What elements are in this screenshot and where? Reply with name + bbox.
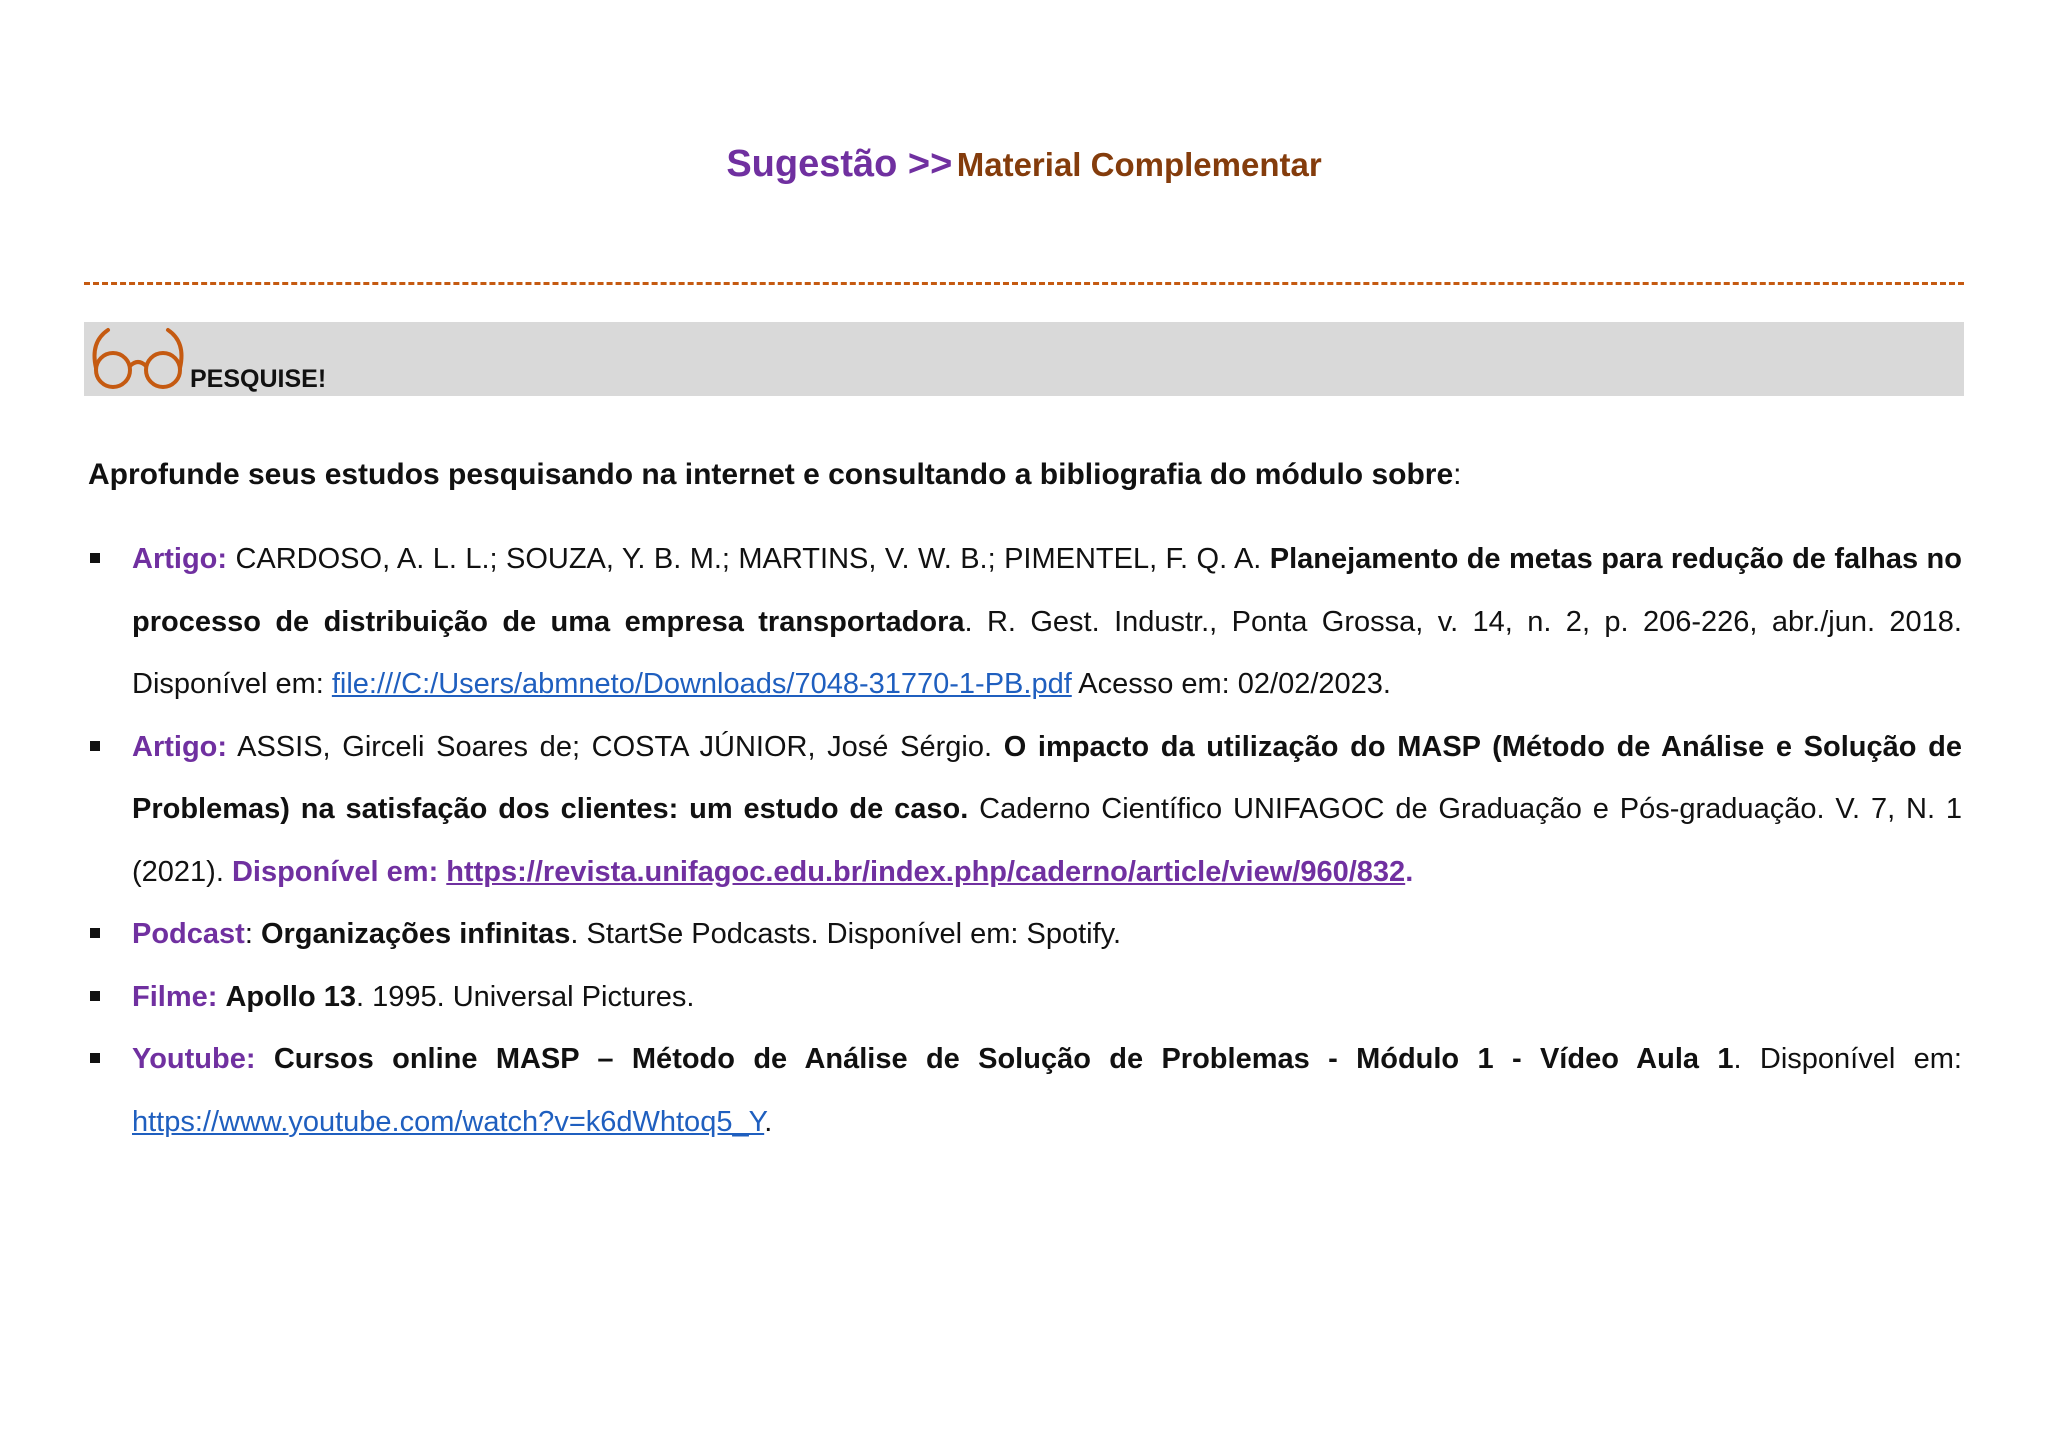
reference-type: Artigo: (132, 730, 228, 763)
bullet-icon (90, 741, 100, 751)
reference-type: Artigo: (132, 543, 228, 575)
intro-text (88, 458, 1461, 492)
list-item (88, 528, 1962, 716)
reference-list (88, 528, 1962, 1153)
dashed-divider (84, 282, 1964, 285)
reference-end: . (1405, 855, 1414, 888)
reference-title: Apollo 13 (225, 980, 356, 1013)
reference-type: Filme: (132, 980, 218, 1013)
bullet-icon (90, 991, 100, 1001)
reference-type: Podcast (132, 918, 245, 950)
reference-type: Youtube: (132, 1043, 256, 1075)
list-item (88, 1028, 1962, 1153)
reference-end: . (764, 1105, 773, 1138)
reference-details: Caderno Científico UNIFAGOC de Graduação e Pós-graduação. V. 7, N. 1 (2021). (132, 793, 1962, 888)
glasses-icon (86, 320, 194, 392)
title-complementary-material: Material Complementar (956, 146, 1322, 183)
reference-title: Cursos online MASP – Método de Análise de Solução de Problemas - Módulo 1 - Vídeo Aula 1 (273, 1043, 1734, 1075)
bullet-icon (90, 553, 100, 563)
intro-sentence: Aprofunde seus estudos pesquisando na internet e consultando a bibliografia do módulo sobre (88, 458, 1454, 491)
reference-authors: ASSIS, Girceli Soares de; COSTA JÚNIOR, José Sérgio. (227, 730, 1004, 763)
reference-sep: : (244, 918, 261, 950)
reference-available-label: Disponível em: (231, 855, 447, 888)
list-item (88, 903, 1962, 966)
reference-sep (256, 1043, 274, 1075)
reference-access: Acesso em: 02/02/2023. (1071, 668, 1391, 700)
bullet-icon (90, 1053, 100, 1063)
reference-details: . R. Gest. Industr., Ponta Grossa, v. 14, n. 2, p. 206-226, abr./jun. 2018. Disponível em: (132, 605, 1962, 700)
reference-title: Planejamento de metas para redução de falhas no processo de distribuição de uma empresa transportadora (132, 543, 1962, 638)
research-label: PESQUISE! (190, 365, 327, 393)
page-title (0, 143, 2048, 186)
reference-link[interactable]: https://revista.unifagoc.edu.br/index.php/caderno/article/view/960/832 (446, 855, 1406, 888)
reference-details: . 1995. Universal Pictures. (355, 980, 695, 1013)
reference-title: O impacto da utilização do MASP (Método de Análise e Solução de Problemas) na satisfação dos clientes: um estudo de caso. (132, 730, 1963, 825)
intro-colon: : (1453, 458, 1462, 491)
reference-link[interactable]: file:///C:/Users/abmneto/Downloads/7048-31770-1-PB.pdf (331, 668, 1072, 700)
reference-authors: CARDOSO, A. L. L.; SOUZA, Y. B. M.; MARTINS, V. W. B.; PIMENTEL, F. Q. A. (227, 543, 1270, 575)
reference-title: Organizações infinitas (260, 918, 571, 950)
research-banner (84, 322, 1964, 396)
list-item (88, 716, 1962, 904)
title-suggestion: Sugestão >> (726, 143, 953, 185)
reference-link[interactable]: https://www.youtube.com/watch?v=k6dWhtoq5_Y (132, 1105, 765, 1138)
reference-details: . StartSe Podcasts. Disponível em: Spotify. (570, 918, 1122, 950)
reference-details: . Disponível em: (1733, 1043, 1962, 1075)
bullet-icon (90, 928, 100, 938)
list-item (88, 966, 1962, 1029)
